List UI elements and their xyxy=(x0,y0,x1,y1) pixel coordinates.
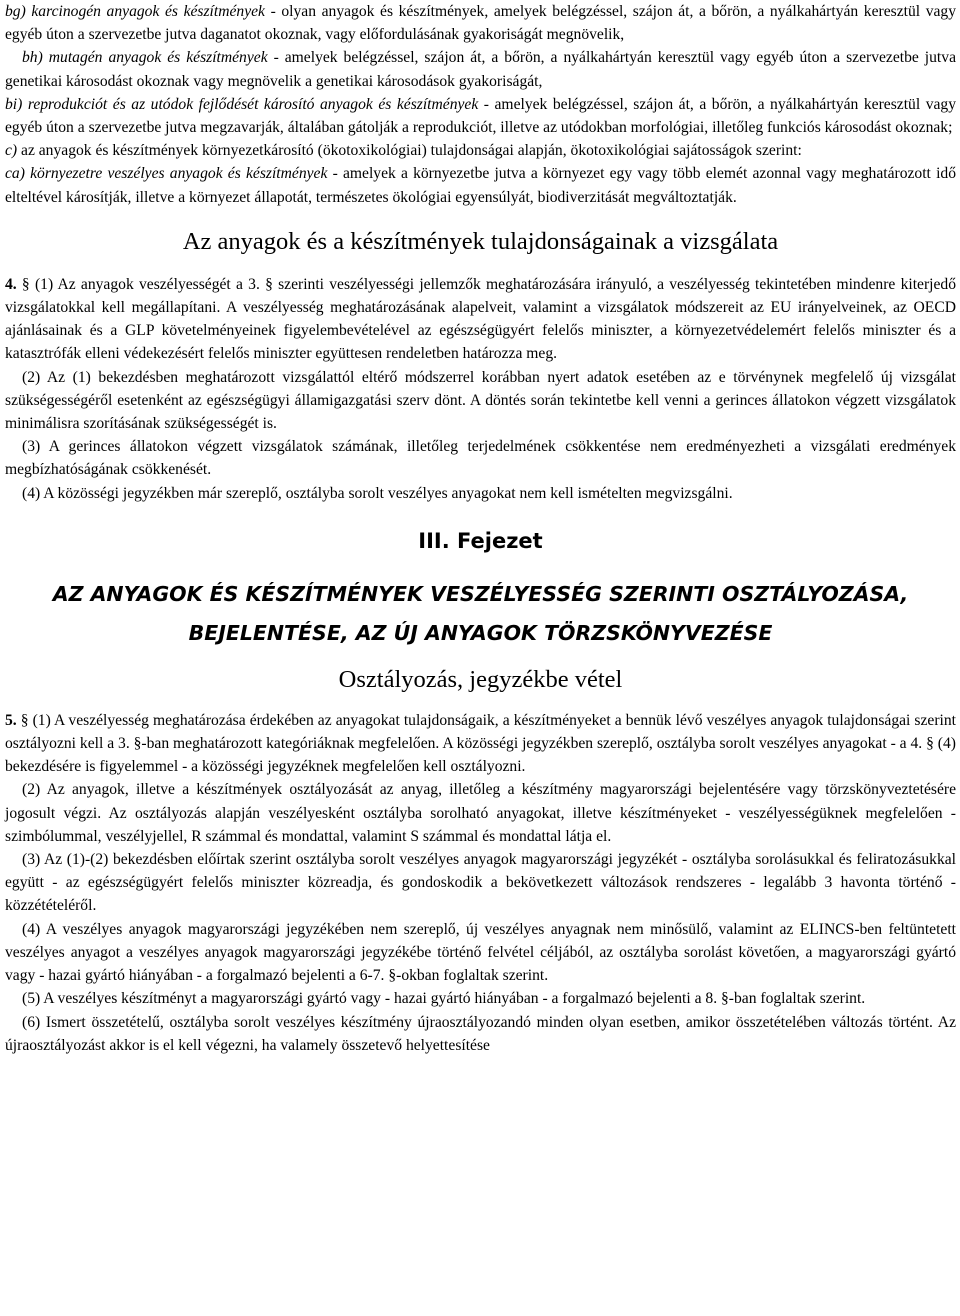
item-ca-term: ca) környezetre veszélyes anyagok és készítmények xyxy=(5,165,328,183)
section-5-para-4: (4) A veszélyes anyagok magyarországi jegyzékében nem szereplő, új veszélyes anyagnak nem minősülő, valamint az ELINCS-ben feltüntetett veszélyes anyagot a veszélyes anyagok magyarországi jegyzékébe történő felvétel céljából, az osztályba sorolást követően, a magyarországi gyártó vagy - hazai gyártó hiányában - a forgalmazó bejelenti a 6-7. §-okban foglaltak szerint. xyxy=(5,920,956,985)
item-bi-term: bi) reprodukciót és az utódok fejlődését károsító anyagok és készítmények xyxy=(5,95,479,113)
document-page xyxy=(5,0,956,1057)
chapter-title-line-2: BEJELENTÉSE, AZ ÚJ ANYAGOK TÖRZSKÖNYVEZÉSE xyxy=(188,620,773,645)
section-4-para-1 xyxy=(5,273,956,366)
item-bg-text: - olyan anyagok és készítmények, amelyek belégzéssel, szájon át, a bőrön, a nyálkahártyán keresztül vagy egyéb úton a szervezetbe jutva daganatot okoznak, vagy előfordulásának gyakoriságát megnövelik, xyxy=(5,3,957,44)
item-bg xyxy=(5,0,956,46)
item-c-term: c) xyxy=(5,142,18,160)
section-5-para-6: (6) Ismert összetételű, osztályba sorolt veszélyes készítmény újraosztályozandó minden olyan esetben, amikor összetételében változás történt. Az újraosztályozást akkor is el kell végezni, ha valamely összetevő helyettesítése xyxy=(5,1013,956,1054)
item-c-text: az anyagok és készítmények környezetkárosító (ökotoxikológiai) tulajdonságai alapján, ökotoxikológiai sajátosságok szerint: xyxy=(17,142,802,160)
item-ca-text: - amelyek a környezetbe jutva a környezet egy vagy több elemét azonnal vagy meghatározott idő elteltével károsítják, illetve a környezet állapotát, természetes ökológiai egyensúlyát, biodiverzitását megváltoztatják. xyxy=(5,165,956,206)
section-4-number: 4. xyxy=(5,275,17,293)
chapter-title-line-1: AZ ANYAGOK ÉS KÉSZÍTMÉNYEK VESZÉLYESSÉG SZERINTI OSZTÁLYOZÁSA, xyxy=(52,581,909,606)
section-4-para-2: (2) Az (1) bekezdésben meghatározott vizsgálattól eltérő módszerrel korábban nyert adatok esetében az e törvénynek megfelelő új vizsgálat szükségességéről esetenként az egészségügyi államigazgatási szerv dönt. A döntés során tekintetbe kell venni a gerinces állatokon végzett vizsgálatok minimálisra szorításának szükségességét is. xyxy=(5,368,956,433)
section-4-para-4: (4) A közösségi jegyzékben már szereplő, osztályba sorolt veszélyes anyagokat nem kell ismételten megvizsgálni. xyxy=(22,484,733,502)
section-title: Az anyagok és a készítmények tulajdonságainak a vizsgálata xyxy=(182,227,779,255)
section-4-para-1-text: § (1) Az anyagok veszélyességét a 3. § szerinti veszélyességi jellemzők meghatározására irányuló, a veszélyesség tekintetében mindenre kiterjedő vizsgálatokkal kell megállapítani. A veszélyesség meghatározásának alapelveit, valamint a vizsgálatok módszereit az EU irányelveinek, az OECD ajánlásainak és a GLP követelményeinek figyelembevételével az egészségügyért felelős miniszter, a környezetvédelemért felelős miniszter és a katasztrófák elleni védekezésért felelős miniszter együttesen rendeletben határozza meg. xyxy=(5,275,956,363)
subsection-title: Osztályozás, jegyzékbe vétel xyxy=(338,665,623,693)
item-bi xyxy=(5,93,956,139)
item-ca xyxy=(5,162,956,208)
item-bi-text: - amelyek belégzéssel, szájon át, a bőrön, a nyálkahártyán keresztül vagy egyéb úton a szervezetbe jutva megzavarják, általában gátolják a reprodukciót, illetve az utódokban morfológiai, illetőleg funkciós károsodást okoznak; xyxy=(5,95,957,137)
chapter-title xyxy=(5,575,956,653)
section-5-para-2: (2) Az anyagok, illetve a készítmények osztályozását az anyag, illetőleg a készítmény magyarországi bejelentésére vagy törzskönyveztetésére jogosult végzi. Az osztályozás alapján veszélyesként osztályba sorolható anyagokat, illetve készítményeket - veszélyességüknek megfelelően - szimbólummal, veszélyjellel, R számmal és mondattal, valamint S számmal és mondattal látja el. xyxy=(5,781,956,845)
item-bh xyxy=(5,46,956,92)
chapter-label: III. Fejezet xyxy=(418,528,543,553)
section-4-para-3: (3) A gerinces állatokon végzett vizsgálatok számának, illetőleg terjedelmének csökkentése nem eredményezheti a vizsgálati eredmények megbízhatóságának csökkenését. xyxy=(5,438,956,479)
item-bg-term: bg) karcinogén anyagok és készítmények xyxy=(5,3,265,20)
item-bh-text: - amelyek belégzéssel, szájon át, a bőrön, a nyálkahártyán keresztül vagy egyéb úton a szervezetbe jutva genetikai károsodást okoznak vagy megnövelik a genetikai károsodások gyakoriságát, xyxy=(5,49,956,90)
section-5-para-3: (3) Az (1)-(2) bekezdésben előírtak szerint osztályba sorolt veszélyes anyagok magyarországi jegyzékét - osztályba sorolásukkal és feliratozásukkal együtt - az egészségügyért felelős miniszter közreadja, és gondoskodik a bekövetkezett változások rendszeres - legalább 3 havonta történő - közzétételéről. xyxy=(5,851,956,915)
section-5-para-1-text: § (1) A veszélyesség meghatározása érdekében az anyagokat tulajdonságaik, a készítményeket a bennük lévő veszélyes anyagok tulajdonságai szerint osztályozni kell a 3. §-ban meghatározott kategóriáknak megfelelően. A közösségi jegyzékben szereplő, osztályba sorolt veszélyes anyagokat - a 4. § (4) bekezdésére is figyelemmel - a közösségi jegyzéknek megfelelően kell osztályozni. xyxy=(5,711,956,776)
item-bh-term: bh) mutagén anyagok és készítmények xyxy=(22,49,268,67)
section-5-number: 5. xyxy=(5,711,17,729)
section-5-para-1 xyxy=(5,709,956,779)
item-c xyxy=(5,139,956,162)
section-5-para-5: (5) A veszélyes készítményt a magyarországi gyártó vagy - hazai gyártó hiányában - a forgalmazó bejelenti a 8. §-ban foglaltak szerint. xyxy=(22,990,866,1008)
